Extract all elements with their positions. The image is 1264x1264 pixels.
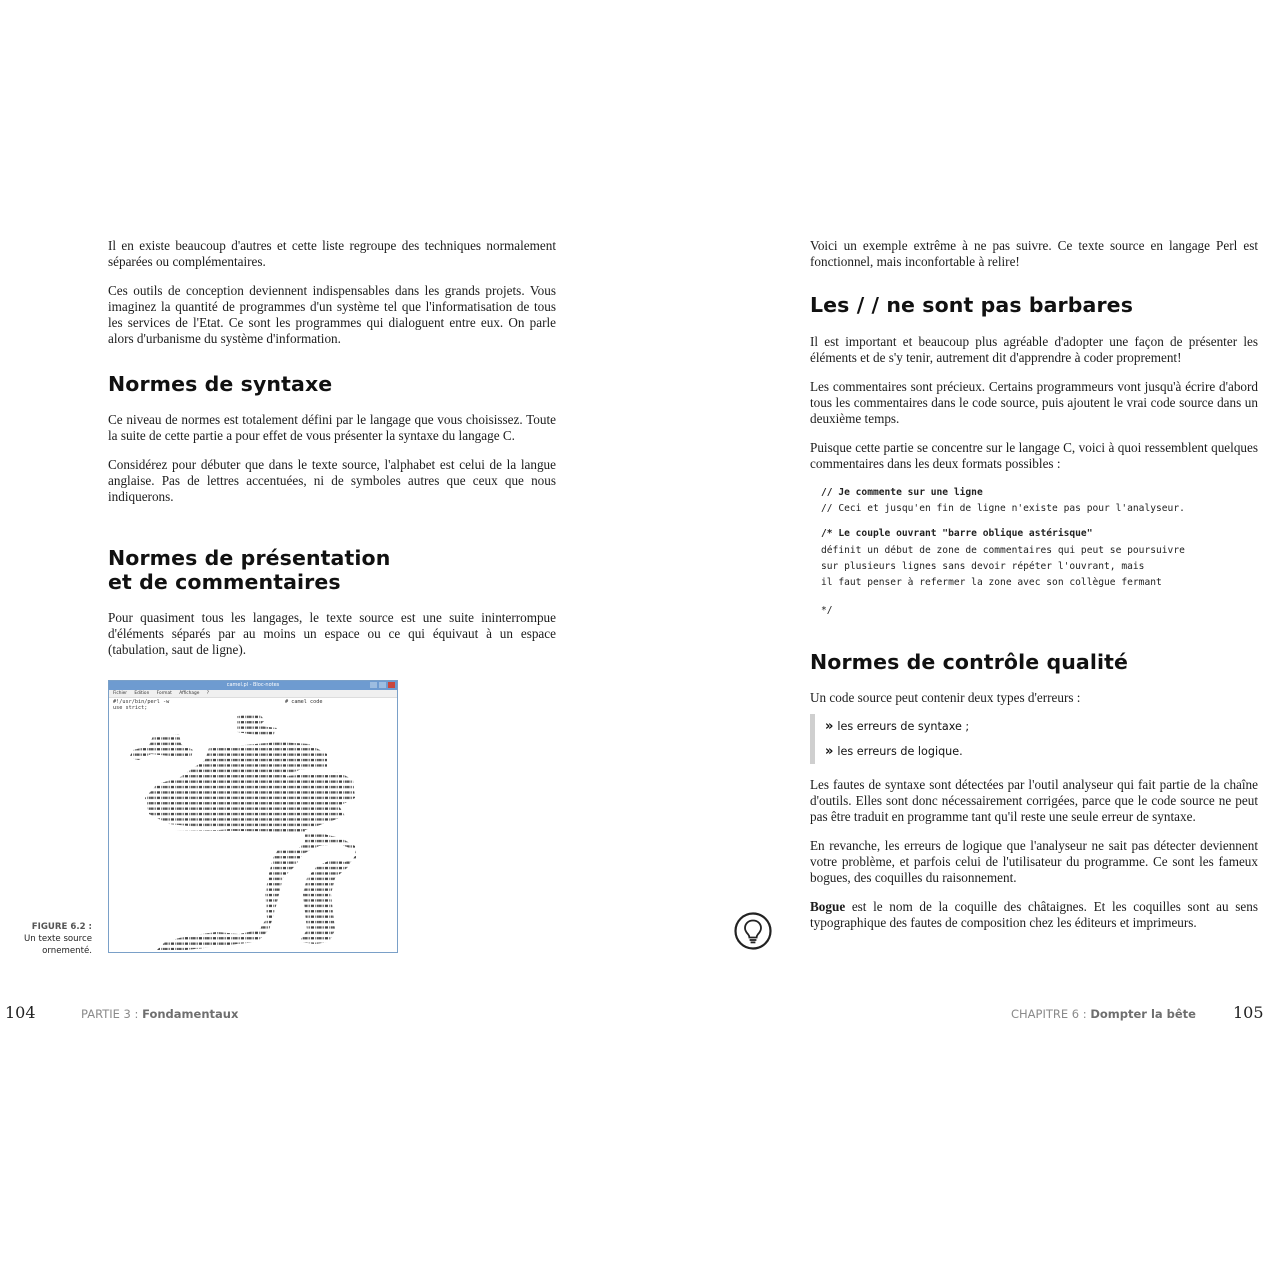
right-intro-paragraph: Voici un exemple extrême à ne pas suivre. Ce texte source en langage Perl est fonctionnel, mais inconfortable à relire! — [810, 238, 1258, 269]
chapter-title: Dompter la bête — [1090, 1007, 1196, 1021]
list-item: » les erreurs de syntaxe ; — [825, 719, 970, 734]
presentation-section — [108, 610, 556, 670]
tip-text: est le nom de la coquille des châtaignes. Et les coquilles sont au sens typographique des fautes de composition chez les éditeurs et imprimeurs. — [810, 899, 1258, 930]
left-running-head — [81, 1005, 238, 1023]
left-page-column — [108, 238, 556, 359]
right-running-head — [1011, 1005, 1196, 1023]
syntax-paragraph-2: Considérez pour débuter que dans le texte source, l'alphabet est celui de la langue anglaise. Pas de lettres accentuées, ni de symboles autres que ceux que nous indiquerons. — [108, 457, 556, 504]
figure-screenshot — [108, 680, 398, 953]
perl-shebang: #!/usr/bin/perl -w — [113, 699, 170, 705]
part-label: PARTIE 3 : — [81, 1007, 143, 1021]
code-sample — [821, 485, 1261, 619]
heading-quality-block — [810, 650, 1128, 674]
heading-syntax: Normes de syntaxe — [108, 372, 333, 396]
right-page-column — [810, 238, 1258, 282]
comments-paragraph-3: Puisque cette partie se concentre sur le langage C, voici à quoi ressemblent quelques commentaires dans les deux formats possibles : — [810, 440, 1258, 471]
code-line: // Je commente sur une ligne — [821, 487, 983, 498]
page-number-left: 104 — [5, 1003, 36, 1022]
code-spacer — [821, 517, 1261, 526]
chapter-label: CHAPITRE 6 : — [1011, 1007, 1091, 1021]
comments-paragraph-1: Il est important et beaucoup plus agréable d'adopter une façon de présenter les éléments et de s'y tenir, autrement dit d'apprendre à coder proprement! — [810, 334, 1258, 365]
comments-section — [810, 334, 1258, 484]
page-number-right: 105 — [1233, 1003, 1264, 1022]
code-line: sur plusieurs lignes sans devoir répéter l'ouvrant, mais — [821, 560, 1145, 572]
comments-paragraph-2: Les commentaires sont précieux. Certains programmeurs vont jusqu'à écrire d'abord tous les commentaires dans le code source, puis ajoutent le vrai code source dans un deuxième temps. — [810, 379, 1258, 426]
figure-caption-line1: Un texte source — [24, 934, 92, 944]
double-chevron-icon: » — [825, 719, 834, 734]
intro-paragraph-2: Ces outils de conception deviennent indispensables dans les grands projets. Vous imaginez la quantité de programmes d'un système tel que l'informatisation de tous les services de l'Etat. Ce sont les programmes qui dialoguent entre eux. On parle alors d'urbanisme du système d'information. — [108, 283, 556, 346]
code-line: */ — [821, 605, 833, 617]
notepad-title-bar — [109, 681, 397, 690]
camel-ascii-art — [109, 698, 397, 953]
minimize-icon — [370, 682, 377, 688]
code-line: il faut penser à refermer la zone avec son collègue fermant — [821, 577, 1162, 589]
notepad-window-title: camel.pl - Bloc-notes — [226, 682, 280, 688]
heading-presentation-line2: et de commentaires — [108, 570, 341, 594]
quality-intro: Un code source peut contenir deux types d'erreurs : — [810, 690, 1081, 705]
notepad-menu-bar — [109, 690, 397, 698]
syntax-paragraph-1: Ce niveau de normes est totalement défini par le langage que vous choisissez. Toute la suite de cette partie a pour effet de vous présenter la syntaxe du langage C. — [108, 412, 556, 443]
perl-comment: # camel code — [285, 699, 323, 705]
menu-view: Affichage — [179, 691, 200, 696]
right-footer — [1233, 1003, 1264, 1023]
figure-caption-line2: ornementé. — [42, 946, 92, 956]
menu-file: Fichier — [113, 691, 128, 696]
close-icon — [388, 682, 395, 688]
error-types-list — [810, 714, 969, 764]
tip-term: Bogue — [810, 899, 846, 914]
tip-paragraph — [810, 899, 1258, 931]
double-chevron-icon: » — [825, 744, 834, 759]
window-controls — [370, 682, 395, 688]
code-line: /* Le couple ouvrant "barre oblique astérisque" — [821, 528, 1093, 540]
heading-syntax-block — [108, 372, 332, 396]
list-item: » les erreurs de logique. — [825, 744, 963, 759]
figure-caption — [0, 921, 92, 957]
intro-paragraph-1: Il en existe beaucoup d'autres et cette liste regroupe des techniques normalement séparées ou complémentaires. — [108, 238, 556, 269]
menu-edit: Edition — [134, 691, 150, 696]
part-title: Fondamentaux — [142, 1007, 239, 1021]
quality-paragraph-1: Les fautes de syntaxe sont détectées par l'outil analyseur qui fait partie de la chaîne d'outils. Elles sont donc nécessairement corrigées, parce que le code source ne peut pas être traduit en programme tant qu'il reste une seule erreur de syntaxe. — [810, 777, 1258, 824]
heading-comments-block — [810, 293, 1133, 317]
menu-format: Format — [156, 691, 172, 696]
menu-help: ? — [206, 691, 210, 696]
figure-label: FIGURE 6.2 : — [31, 922, 92, 932]
heading-comments: Les / / ne sont pas barbares — [810, 293, 1133, 317]
lightbulb-icon — [734, 912, 772, 950]
maximize-icon — [379, 682, 386, 688]
heading-quality: Normes de contrôle qualité — [810, 650, 1129, 674]
code-line: // Ceci et jusqu'en fin de ligne n'existe pas pour l'analyseur. — [821, 503, 1185, 515]
notepad-text-area — [109, 698, 397, 953]
heading-presentation-line1: Normes de présentation — [108, 546, 391, 570]
heading-presentation-block — [108, 546, 390, 594]
quality-section — [810, 777, 1258, 943]
quality-paragraph-2: En revanche, les erreurs de logique que l'analyseur ne sait pas détecter deviennent votre problème, et parfois celui de l'utilisateur du programme. Ce sont les fameux bogues, des coquilles du raisonnement. — [810, 838, 1258, 885]
syntax-section — [108, 412, 556, 517]
left-footer — [5, 1003, 36, 1023]
code-spacer — [821, 591, 1261, 603]
presentation-paragraph: Pour quasiment tous les langages, le texte source est une suite ininterrompue d'éléments séparés par au moins un espace ou ce qui équivaut à un espace (tabulation, saut de ligne). — [108, 610, 556, 657]
code-line: définit un début de zone de commentaires qui peut se poursuivre — [821, 544, 1185, 556]
perl-use-strict: use strict; — [113, 705, 148, 711]
